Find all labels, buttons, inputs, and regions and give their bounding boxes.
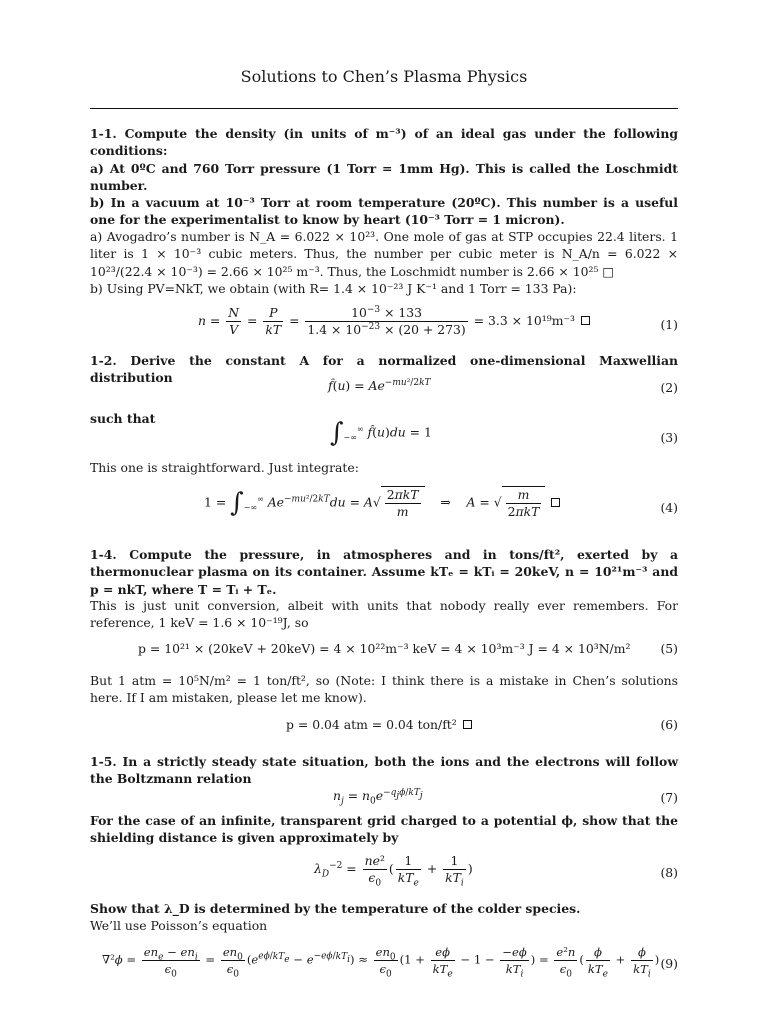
problem-1-1-answer-a: a) Avogadro’s number is N_A = 6.022 × 10²³. One mole of gas at STP occupies 22.4 liters. 1 liter is 1 × 10⁻³ cubic meters. Thus, the number per cubic meter is N_A/n = 6.022 × 10²³/(22.4 × 10⁻³) = 2.66 × 10²⁵ m⁻³. Thus, the Loschmidt number is 2.66 × 10²⁵ □ bbox=[90, 229, 678, 279]
qed-box bbox=[581, 316, 590, 325]
equation-9-number: (9) bbox=[660, 956, 678, 971]
problem-1-1-part-a: a) At 0ºC and 760 Torr pressure (1 Torr = 1mm Hg). This is called the Loschmidt number. bbox=[90, 161, 678, 194]
qed-box bbox=[551, 498, 560, 507]
equation-5 bbox=[90, 641, 678, 661]
problem-1-2-question: 1-2. Derive the constant A for a normalized one-dimensional Maxwellian distribution bbox=[90, 353, 678, 386]
such-that-text: such that bbox=[90, 411, 156, 426]
problem-1-4-answer-2: But 1 atm = 10⁵N/m² = 1 ton/ft², so (Note: I think there is a mistake in Chen’s solutions here. If I am mistaken, please let me know). bbox=[90, 673, 678, 706]
problem-1-4-answer-1: This is just unit conversion, albeit with units that nobody really ever remembers. For reference, 1 keV = 1.6 × 10⁻¹⁹J, so bbox=[90, 598, 678, 631]
equation-6 bbox=[90, 717, 678, 737]
equation-9: ∇²ϕ = $\frac{en_e - en_i}{\epsilon_0}$ = $\frac{en_0}{\epsilon_0}$ $(e^{e\phi/kT_e} - e^{-e\phi/kT_i})$ ≈ $\frac{en_0}{\epsilon_0}$ (1 + $\frac{e\phi}{kT_e}$ − 1 − $\frac{-e\phi}{kT_i}$ ) = $\frac{\text{e²n}}{\epsilon_0}$ ( $\frac{\phi}{kT_e}$ + $\frac{\phi}{kT_i}$ ) (9) bbox=[102, 945, 678, 980]
equation-7: $n_j = n_0e^{-q_j\phi/kT_j}$ (7) bbox=[333, 787, 678, 807]
header-rule bbox=[90, 108, 678, 109]
equation-6-body: p = 0.04 atm = 0.04 ton/ft² bbox=[286, 717, 457, 732]
problem-1-1-question: 1-1. Compute the density (in units of m⁻³) of an ideal gas under the following conditions: bbox=[90, 126, 678, 159]
problem-1-5-question-2: For the case of an infinite, transparent grid charged to a potential ϕ, show that the shielding distance is given approximately by bbox=[90, 813, 678, 846]
problem-1-2-answer: This one is straightforward. Just integrate: bbox=[90, 460, 359, 475]
equation-4-number: (4) bbox=[660, 500, 678, 515]
qed-box bbox=[463, 720, 472, 729]
problem-1-5-question: 1-5. In a strictly steady state situation, both the ions and the electrons will follow the Boltzmann relation bbox=[90, 754, 678, 787]
problem-1-5-answer: We’ll use Poisson’s equation bbox=[90, 918, 268, 933]
equation-5-number: (5) bbox=[660, 641, 678, 656]
equation-7-number: (7) bbox=[660, 790, 678, 805]
equation-2-number: (2) bbox=[660, 380, 678, 395]
equation-1-number: (1) bbox=[660, 317, 678, 332]
problem-1-4-question: 1-4. Compute the pressure, in atmospheres and in tons/ft², exerted by a thermonuclear plasma on its container. Assume kTₑ = kTᵢ = 20keV, n = 10²¹m⁻³ and p = nkT, where T = Tᵢ + Tₑ. bbox=[90, 547, 678, 597]
problem-1-5-question-3: Show that λ_D is determined by the temperature of the colder species. bbox=[90, 901, 581, 916]
page-header-title: Solutions to Chen’s Plasma Physics bbox=[240, 67, 528, 86]
equation-5-body: p = 10²¹ × (20keV + 20keV) = 4 × 10²²m⁻³ keV = 4 × 10³m⁻³ J = 4 × 10³N/m² bbox=[138, 641, 631, 656]
equation-2: f̂(u) = $Ae^{-mu^2/2kT}$ (2) bbox=[328, 377, 678, 395]
problem-1-1-part-b: b) In a vacuum at 10⁻³ Torr at room temperature (20ºC). This number is a useful one for the experimentalist to know by heart (10⁻³ Torr = 1 micron). bbox=[90, 195, 678, 228]
equation-3: $\int_{-\infty}^\infty$ f̂(u)du = 1 (3) bbox=[330, 418, 678, 448]
equation-1: n = $\frac{N}{V}$ = $\frac{P}{kT}$ = $\frac{10^{-3} \times 133}{1.4 \times 10^{-23} \times (20 + 273)}$ = 3.3 × 10¹⁹m⁻³ (1) bbox=[198, 304, 678, 337]
equation-1-result: = 3.3 × 10¹⁹m⁻³ bbox=[473, 313, 575, 328]
equation-8-number: (8) bbox=[660, 865, 678, 880]
equation-8: $\lambda_D^{-2}$ = $\frac{\text{ne²}}{\epsilon_0}$ ( $\frac{1}{kT_e}$ + $\frac{1}{kT_i}$ ) (8) bbox=[314, 853, 678, 889]
problem-1-1-answer-b: b) Using PV=NkT, we obtain (with R= 1.4 × 10⁻²³ J K⁻¹ and 1 Torr = 133 Pa): bbox=[90, 281, 577, 296]
equation-4: $1 = \int_{-\infty}^\infty$ $Ae^{-mu^2/2kT}du = A√$ $\frac{\text{2πkT}}{m}$ ⇒ A = √ $\frac{m}{\text{2πkT}}$ (4) bbox=[204, 487, 678, 519]
equation-3-number: (3) bbox=[660, 430, 678, 445]
equation-6-number: (6) bbox=[660, 717, 678, 732]
